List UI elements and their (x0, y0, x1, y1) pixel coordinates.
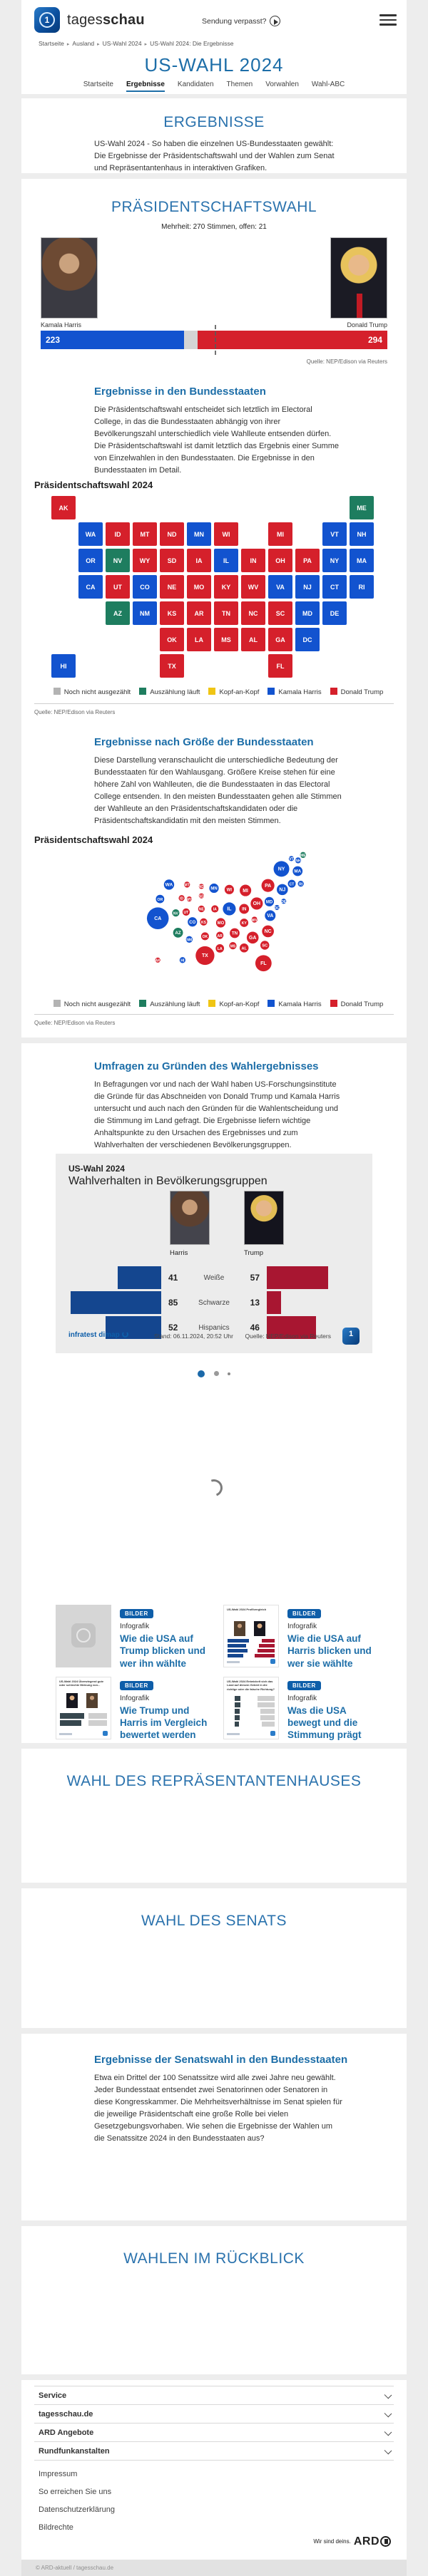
state-tile-label: HI (60, 663, 67, 670)
state-tile-label: NE (167, 584, 177, 591)
state-tile-label: AK (58, 505, 68, 512)
state-bubble-label: VT (289, 857, 294, 862)
state-tile-label: MS (221, 636, 231, 643)
brand-wordmark[interactable]: tagesschau (67, 12, 145, 28)
teaser-kicker: Infografik (287, 1694, 317, 1702)
legend-swatch-harris (268, 688, 275, 695)
state-bubble-label: SD (198, 894, 204, 899)
footer-link[interactable]: Bildrechte (39, 2523, 73, 2532)
bilder-badge: BILDER (287, 1681, 321, 1690)
trump-demo-bar (267, 1266, 328, 1289)
legend-label: Kopf-an-Kopf (219, 1000, 260, 1008)
demo-row-Weiße (68, 1266, 360, 1289)
senatswahl-text: Etwa ein Drittel der 100 Senatssitze wird alle zwei Jahre neu gewählt. Jeder Bundesstaat entsendet zwei Senatorinnen oder Senatoren in diese Kongresskammer. Die Mehrheitsverhältnisse im Senat spielen für die jeweilige Präsidentschaft eine große Rolle bei vielen Gesetzgebungsvorhaben. Wie sehen die Ergebnisse der Wahlen um die Senatssitze 2024 in den Bundesstaaten aus? (94, 2074, 342, 2143)
teaser-card[interactable] (56, 1677, 212, 1742)
ergebnisse-heading: ERGEBNISSE (163, 114, 265, 130)
harris-demo-bar (71, 1291, 162, 1314)
state-bubble-label: NY (277, 867, 285, 872)
state-bubble-label: NV (173, 911, 178, 916)
breadcrumb: Startseite ▸ Ausland ▸ US-Wahl 2024 ▸ US-Wahl 2024: Die Ergebnisse (39, 40, 234, 47)
teaser-kicker: Infografik (120, 1694, 150, 1702)
state-bubble-label: IA (213, 907, 217, 912)
page-title: US-WAHL 2024 (144, 54, 284, 76)
state-bubble-label: IL (227, 906, 232, 912)
bubble-legend (21, 1000, 407, 1008)
footer-link[interactable]: So erreichen Sie uns (39, 2488, 112, 2496)
chevron-down-icon (384, 2447, 392, 2455)
footer-links (39, 2470, 115, 2541)
size-text: Diese Darstellung veranschaulicht die unterschiedliche Bedeutung der Bundesstaaten für den Wahlausgang. Größere Kreise stehen für eine höhere Zahl von Wahlleuten, die die Bundesstaaten in das Electoral College entsenden. In den meisten Bundesstaaten gehen alle Stimmen der Wahlleute an den Präsidentschaftskandidaten oder die Präsidentschaftskandidatin mit den meisten Stimmen. (94, 756, 342, 826)
tab-vorwahlen[interactable]: Vorwahlen (265, 81, 299, 88)
legend-swatch-tossup (208, 688, 215, 695)
state-tile-label: ND (167, 531, 177, 538)
breadcrumb-item[interactable]: US-Wahl 2024: Die Ergebnisse (150, 40, 234, 47)
teaser-title[interactable]: Wie die USA auf Trump blicken und wer ihn wählte (120, 1633, 206, 1669)
legend-label: Donald Trump (340, 1000, 384, 1008)
trump-demo-bar (267, 1291, 281, 1314)
state-tile-label: ID (114, 531, 121, 538)
state-tile-label: DE (330, 610, 340, 617)
demo-group-label: Schwarze (198, 1298, 230, 1307)
source-note: Quelle: NEP/Edison via Reuters (306, 358, 387, 365)
state-bubble-label: AR (217, 933, 223, 938)
ard-one-icon (380, 2536, 391, 2547)
demo-group-label: Weiße (203, 1273, 225, 1282)
size-heading: Ergebnisse nach Größe der Bundesstaaten (94, 736, 314, 748)
state-bubble-label: HI (180, 958, 185, 963)
section-tabs (21, 81, 407, 92)
map-legend (21, 688, 407, 696)
state-bubble-label: MD (265, 900, 273, 905)
bubble-map-title: Präsidentschaftswahl 2024 (34, 834, 153, 845)
tagesschau-logo-icon[interactable] (34, 7, 60, 33)
globe-icon: 1 (39, 12, 55, 28)
legend-label: Auszählung läuft (150, 1000, 200, 1008)
footer-accordion-service[interactable]: Service (34, 2386, 394, 2405)
harris-bar: 223 (41, 331, 184, 349)
majority-marker (215, 325, 216, 355)
teaser-thumbnail-chart: US-Wahl 2024 Profilvergleich (223, 1605, 279, 1667)
harris-demo-bar (118, 1266, 162, 1289)
state-bubble-label: MA (294, 869, 302, 874)
legend-swatch-harris (268, 1000, 275, 1007)
state-bubble-label: NJ (279, 887, 286, 893)
trump-demo-value: 13 (250, 1298, 260, 1308)
hamburger-menu-icon[interactable] (379, 14, 397, 27)
state-tile-label: OK (167, 636, 177, 643)
state-bubble-label: KY (241, 921, 247, 926)
state-bubble-label: TN (231, 931, 238, 936)
state-bubble-label: DE (281, 899, 287, 904)
us-bubble-cartogram[interactable] (57, 849, 371, 997)
state-tile-label: WI (222, 531, 230, 538)
state-bubble-label: NH (295, 859, 301, 864)
legend-swatch-counting (139, 688, 146, 695)
open-bar (184, 331, 198, 349)
state-bubble-label: WI (226, 888, 233, 893)
teaser-title[interactable]: Wie die USA auf Harris blicken und wer sie wählte (287, 1633, 372, 1669)
state-bubble-label: OR (157, 897, 163, 902)
chevron-down-icon (384, 2391, 392, 2399)
section-repraesentantenhaus (21, 1749, 407, 1883)
state-tile-label: CA (86, 584, 96, 591)
state-tile-label: NY (330, 557, 340, 564)
tab-startseite[interactable]: Startseite (83, 81, 113, 88)
state-tile-label: AZ (113, 610, 122, 617)
footer-accordion-tagesschaude[interactable]: tagesschau.de (34, 2405, 394, 2424)
state-bubble-label: PA (265, 883, 272, 889)
state-tile-label: CO (140, 584, 150, 591)
state-bubble-label: MI (243, 888, 248, 894)
state-bubble-label: CO (189, 920, 196, 925)
demographics-chart-card (56, 1154, 372, 1353)
umfragen-heading: Umfragen zu Gründen des Wahlergebnisses (94, 1060, 319, 1072)
state-tile-label: MT (140, 531, 150, 538)
state-tile-label: ME (357, 505, 367, 512)
legend-label: Donald Trump (340, 688, 384, 696)
state-tile-label: WY (139, 557, 151, 564)
states-heading: Ergebnisse in den Bundesstaaten (94, 386, 266, 398)
state-tile-label: PA (303, 557, 312, 564)
state-bubble-label: IN (242, 906, 247, 912)
copyright-bar: © ARD-aktuell / tagesschau.de (21, 2560, 407, 2576)
brand-row (34, 7, 397, 34)
trump-bar: 294 (198, 331, 387, 349)
state-tile-label: NC (248, 610, 258, 617)
tab-ergebnisse[interactable]: Ergebnisse (126, 81, 165, 92)
state-tile-label: RI (358, 584, 365, 591)
state-bubble-label: NE (198, 907, 204, 912)
state-bubble-label: RI (299, 882, 303, 887)
chevron-down-icon (384, 2410, 392, 2418)
state-tile-label: NJ (303, 584, 312, 591)
footer-accordion (34, 2386, 394, 2461)
harris-demo-value: 41 (168, 1273, 178, 1283)
state-bubble-label: AZ (175, 931, 181, 936)
carousel-dot[interactable] (214, 1371, 219, 1376)
dimap-arc-icon (122, 1331, 128, 1338)
state-tile-label: IL (223, 557, 229, 564)
teaser-kicker: Infografik (120, 1623, 150, 1630)
state-bubble-label: ND (198, 885, 204, 890)
state-tile-label: TX (168, 663, 176, 670)
carousel-dot-active[interactable] (198, 1370, 205, 1377)
site-header (21, 0, 407, 94)
teaser-kicker: Infografik (287, 1623, 317, 1630)
legend-label: Noch nicht ausgezählt (63, 1000, 131, 1008)
carousel-dots (21, 1367, 407, 1380)
tab-themen[interactable]: Themen (226, 81, 253, 88)
harris-demo-value: 52 (168, 1323, 178, 1333)
harris-photo (41, 237, 98, 319)
card-subtitle: Wahlverhalten in Bevölkerungsgruppen (68, 1175, 268, 1187)
state-bubble-label: AL (241, 946, 247, 951)
state-tile-label: MN (194, 531, 204, 538)
state-tile-label: SD (167, 557, 177, 564)
bilder-badge: BILDER (120, 1609, 153, 1618)
state-tile-label: UT (113, 584, 122, 591)
harris-name: Kamala Harris (41, 321, 82, 329)
trump-demo-value: 46 (250, 1323, 260, 1333)
state-tile-label: NM (140, 610, 150, 617)
state-bubble-label: FL (260, 961, 267, 966)
legend-swatch-trump (330, 688, 337, 695)
state-tile-label: WV (248, 584, 259, 591)
section-senatswahl (21, 2034, 407, 2220)
state-tile-label: NV (113, 557, 123, 564)
state-tile-label: VA (276, 584, 285, 591)
breadcrumb-item[interactable]: Ausland (72, 40, 95, 47)
card-source: Quelle: NEP/Edison via Reuters (245, 1333, 331, 1340)
bilder-badge: BILDER (287, 1609, 321, 1618)
harris-demo-value: 85 (168, 1298, 178, 1308)
trump-name: Donald Trump (347, 321, 387, 329)
umfragen-text: In Befragungen vor und nach der Wahl haben US-Forschungsinstitute die Gründe für das Abschneiden von Donald Trump und Kamala Harris untersucht und auch nach den Gründen für die Wahlentscheidung und die Stimmung im Land gefragt. Die Ergebnisse liefern wichtige Anhaltspunkte zu den Ursachen des Ergebnisses und zum Wahlverhalten der verschiedenen Bevölkerungsgruppen. (94, 1080, 340, 1150)
rueckblick-heading: WAHLEN IM RÜCKBLICK (123, 2250, 305, 2267)
praesi-heading: PRÄSIDENTSCHAFTSWAHL (111, 199, 317, 215)
state-tile-label: NH (357, 531, 367, 538)
state-bubble-label: WA (165, 882, 173, 888)
teaser-card[interactable] (223, 1677, 379, 1742)
harris-photo-small (170, 1191, 210, 1245)
demo-row-Schwarze (68, 1291, 360, 1314)
state-tile-label: AL (249, 636, 258, 643)
harris-label: Harris (170, 1249, 188, 1257)
teaser-title[interactable]: Was die USA bewegt und die Stimmung prägt (287, 1705, 362, 1741)
card-title: US-Wahl 2024 (68, 1164, 125, 1174)
missed-broadcast-link[interactable]: Sendung verpasst? (202, 16, 280, 26)
majority-note: Mehrheit: 270 Stimmen, offen: 21 (161, 223, 267, 231)
state-tile-label: KS (167, 610, 177, 617)
us-states-map[interactable] (50, 495, 378, 681)
stand-timestamp: Stand: 06.11.2024, 20:52 Uhr (154, 1333, 233, 1340)
teaser-card[interactable] (223, 1605, 379, 1670)
state-bubble-label: ME (300, 854, 306, 859)
state-bubble-label: NM (186, 938, 193, 943)
state-tile-label: AR (194, 610, 204, 617)
state-bubble-label: MN (210, 886, 218, 891)
state-tile-label: KY (221, 584, 231, 591)
state-tile-label: MI (277, 531, 284, 538)
state-tile-label: VT (330, 531, 339, 538)
teaser-card[interactable] (56, 1605, 212, 1670)
state-tile-label: OR (86, 557, 96, 564)
state-tile-label: MA (357, 557, 367, 564)
teaser-thumbnail-chart: US-Wahl 2024 Überwiegend gute oder schlechte Meinung von... (56, 1677, 111, 1739)
legend-swatch-undecided (54, 688, 61, 695)
footer-link[interactable]: Impressum (39, 2470, 78, 2478)
legend-swatch-undecided (54, 1000, 61, 1007)
infratest-dimap-logo: infratest dimap (68, 1331, 128, 1339)
state-bubble-label: OK (202, 935, 208, 940)
ard-logo-icon (342, 1328, 360, 1345)
state-bubble-label: CA (154, 916, 162, 921)
state-tile-label: WA (85, 531, 96, 538)
state-bubble-label: MO (217, 921, 225, 926)
ard-brandline: Wir sind deins. ARD (313, 2535, 391, 2548)
state-bubble-label: WY (186, 897, 193, 902)
carousel-dot[interactable] (228, 1372, 230, 1375)
states-text: Die Präsidentschaftswahl entscheidet sich letztlich im Electoral College, in das die Bundesstaaten abhängig von ihrer Bevölkerungszahl unterschiedlich viele Wahlleute entsenden dürfen. Die Präsidentschaftswahl ist damit letztlich das Ergebnis einer Summe von Einzelwahlen in den Bundesstaaten. Die Ergebnisse in den Bundesstaaten im Detail. (94, 405, 339, 475)
section-umfragen (21, 1043, 407, 1743)
legend-swatch-tossup (208, 1000, 215, 1007)
section-ergebnisse (21, 98, 407, 173)
trump-demo-value: 57 (250, 1273, 260, 1283)
breadcrumb-item[interactable]: US-Wahl 2024 (102, 40, 142, 47)
trump-photo (330, 237, 387, 319)
state-tile-label: DC (302, 636, 312, 643)
state-bubble-label: GA (249, 936, 257, 941)
state-bubble-label: OH (253, 901, 261, 907)
play-icon (270, 16, 280, 26)
legend-label: Kopf-an-Kopf (219, 688, 260, 696)
section-praesidentschaftswahl (21, 179, 407, 1038)
state-bubble-label: TX (201, 953, 208, 959)
state-tile-label: MD (302, 610, 312, 617)
haus-heading: WAHL DES REPRÄSENTANTENHAUSES (66, 1773, 362, 1789)
state-bubble-label: VA (267, 914, 274, 919)
chevron-down-icon (384, 2428, 392, 2436)
state-bubble-label: LA (217, 947, 223, 952)
state-tile-label: SC (275, 610, 285, 617)
state-tile-label: IA (195, 557, 203, 564)
legend-label: Kamala Harris (278, 688, 322, 696)
ergebnisse-intro: US-Wahl 2024 - So haben die einzelnen US-Bundesstaaten gewählt: Die Ergebnisse der Präsidentschaftswahl und der Wahlen zum Senat und Repräsentantenhaus in interaktiven Grafiken. (94, 140, 335, 173)
state-tile-label: FL (276, 663, 285, 670)
bubble-source: Quelle: NEP/Edison via Reuters (34, 1020, 116, 1026)
senat-heading: WAHL DES SENATS (141, 1913, 287, 1929)
senatswahl-heading: Ergebnisse der Senatswahl in den Bundesstaaten (94, 2054, 348, 2066)
state-tile-label: TN (222, 610, 230, 617)
teaser-thumbnail-chart: US-Wahl 2024 Entwickelt sich das Land auf diesem Gebiet in die richtige oder die falsche Richtung? (223, 1677, 279, 1739)
legend-label: Noch nicht ausgezählt (63, 688, 131, 696)
map-source: Quelle: NEP/Edison via Reuters (34, 709, 116, 715)
teaser-grid (56, 1605, 379, 1742)
state-bubble-label: ID (180, 896, 184, 901)
legend-label: Auszählung läuft (150, 688, 200, 696)
section-senat (21, 1888, 407, 2028)
demo-group-label: Hispanics (198, 1323, 230, 1332)
state-bubble-label: CT (289, 882, 295, 887)
state-tile-label: LA (195, 636, 203, 643)
trump-photo-small (244, 1191, 284, 1245)
state-bubble-label: AK (155, 958, 160, 963)
state-bubble-label: UT (183, 911, 189, 916)
footer-accordion-rundfunkanstalten[interactable]: Rundfunkanstalten (34, 2442, 394, 2461)
legend-swatch-trump (330, 1000, 337, 1007)
state-bubble-label: NC (264, 929, 272, 935)
state-bubble-label: DC (274, 906, 280, 911)
teaser-title[interactable]: Wie Trump und Harris im Vergleich bewertet werden (120, 1705, 208, 1741)
state-bubble-label: WV (251, 918, 258, 923)
footer-accordion-ardangebote[interactable]: ARD Angebote (34, 2424, 394, 2442)
bilder-badge: BILDER (120, 1681, 153, 1690)
state-bubble-label: KS (201, 920, 207, 925)
teaser-thumbnail-placeholder (56, 1605, 111, 1667)
legend-label: Kamala Harris (278, 1000, 322, 1008)
section-rueckblick (21, 2226, 407, 2374)
footer-link[interactable]: Datenschutzerklärung (39, 2505, 116, 2514)
map-title: Präsidentschaftswahl 2024 (34, 480, 153, 490)
state-tile-label: IN (250, 557, 257, 564)
site-footer (21, 2380, 407, 2560)
state-tile-label: GA (275, 636, 285, 643)
state-tile-label: MO (193, 584, 205, 591)
trump-label: Trump (244, 1249, 264, 1257)
state-tile-label: CT (330, 584, 339, 591)
state-bubble-label: SC (262, 943, 268, 948)
state-tile-label: OH (275, 557, 285, 564)
tab-kandidaten[interactable]: Kandidaten (177, 81, 214, 88)
breadcrumb-item[interactable]: Startseite (39, 40, 64, 47)
legend-swatch-counting (139, 1000, 146, 1007)
state-bubble-label: MT (184, 883, 190, 888)
loading-spinner-icon (203, 1476, 225, 1499)
state-bubble-label: MS (230, 944, 236, 949)
tab-wahl-abc[interactable]: Wahl-ABC (311, 81, 345, 88)
